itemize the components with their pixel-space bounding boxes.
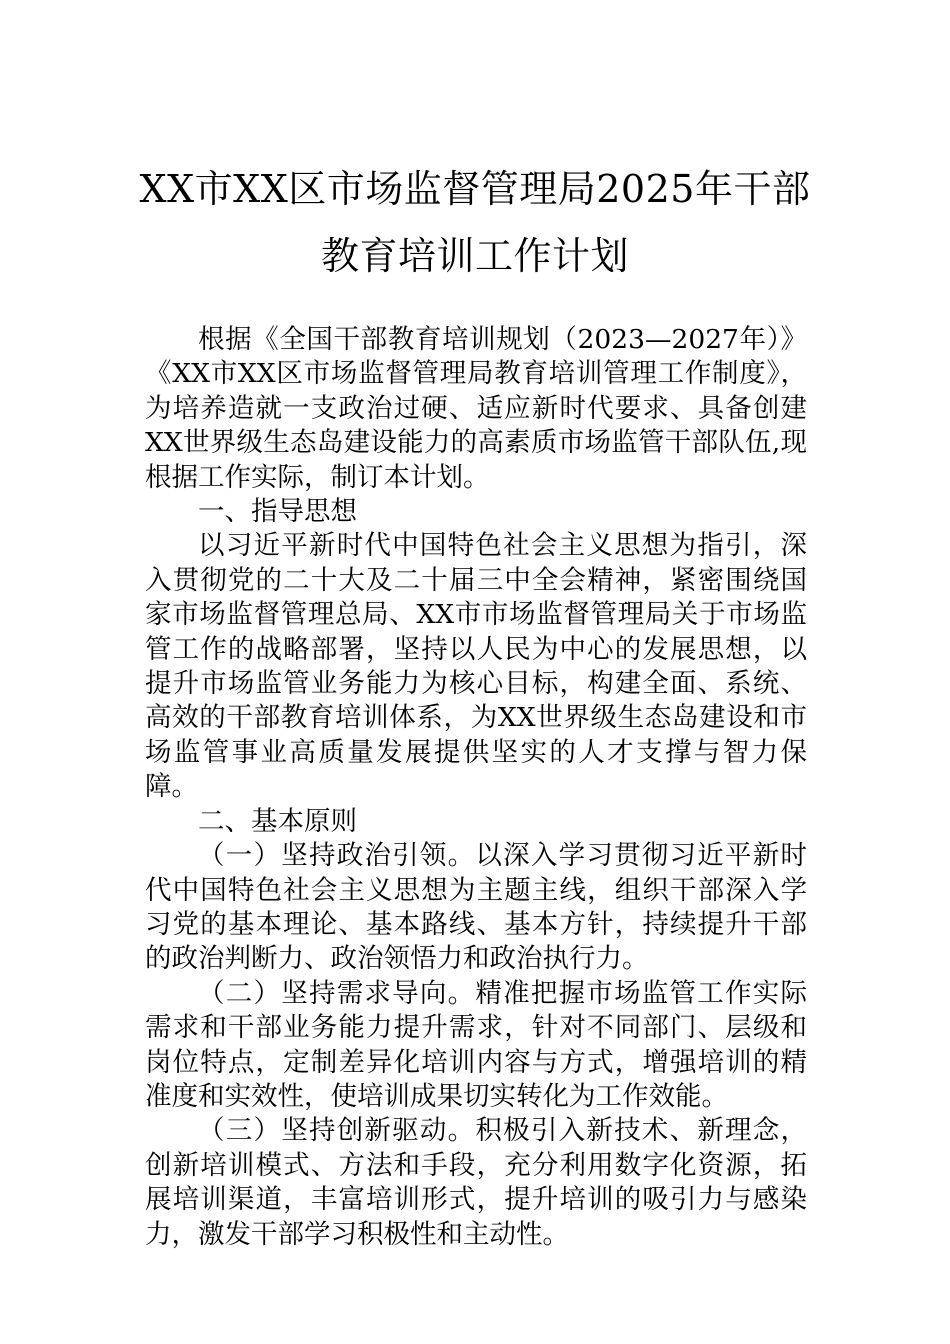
- document-title-line-2: 教育培训工作计划: [320, 234, 629, 278]
- principle-demand-orientation: （二）坚持需求导向。精准把握市场监管工作实际需求和干部业务能力提升需求，针对不同部门、层级和岗位特点，定制差异化培训内容与方式，增强培训的精准度和实效性，使培训成果切实转化为工作效能。: [145, 977, 807, 1112]
- guiding-ideology-paragraph: 以习近平新时代中国特色社会主义思想为指引，深入贯彻党的二十大及二十届三中全会精神，紧密围绕国家市场监督管理总局、XX市市场监督管理局关于市场监管工作的战略部署，坚持以人民为中心的发展思想，以提升市场监管业务能力为核心目标，构建全面、系统、高效的干部教育培训体系，为XX世界级生态岛建设和市场监管事业高质量发展提供坚实的人才支撑与智力保障。: [145, 530, 807, 803]
- section-heading-basic-principles: 二、基本原则: [198, 805, 357, 837]
- section-heading-guiding-ideology: 一、指导思想: [198, 496, 357, 528]
- principle-political-leadership: （一）坚持政治引领。以深入学习贯彻习近平新时代中国特色社会主义思想为主题主线，组织干部深入学习党的基本理论、基本路线、基本方针，持续提升干部的政治判断力、政治领悟力和政治执行力。: [145, 840, 807, 975]
- document-title-line-1: XX市XX区市场监督管理局2025年干部: [139, 167, 811, 211]
- document-body: [145, 323, 807, 1252]
- principle-innovation-driven: （三）坚持创新驱动。积极引入新技术、新理念，创新培训模式、方法和手段，充分利用数字化资源，拓展培训渠道，丰富培训形式，提升培训的吸引力与感染力，激发干部学习积极性和主动性。: [145, 1115, 807, 1250]
- intro-paragraph: 根据《全国干部教育培训规划（2023—2027年）》《XX市XX区市场监督管理局教育培训管理工作制度》，为培养造就一支政治过硬、适应新时代要求、具备创建XX世界级生态岛建设能力的高素质市场监管干部队伍,现根据工作实际，制订本计划。: [145, 324, 807, 493]
